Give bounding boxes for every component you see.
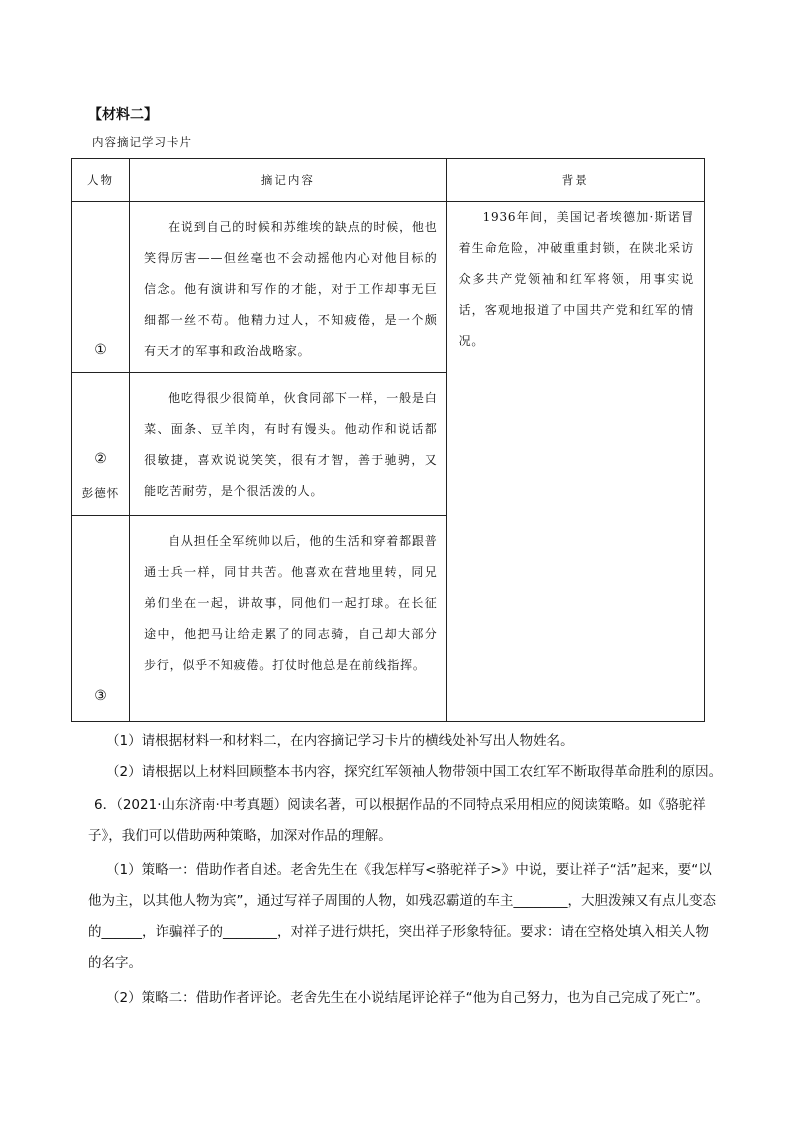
- study-card-table: [71, 158, 705, 722]
- content-cell-1: [130, 202, 447, 373]
- person-mark-3: ③: [94, 688, 107, 704]
- content-cell-2: [130, 373, 447, 516]
- material-heading: 【材料二】: [88, 107, 158, 123]
- content-cell-3: [130, 516, 447, 722]
- question-2: （2）请根据以上材料回顾整本书内容，探究红军领袖人物带领中国工农红军不断取得革命胜利的原因。: [106, 764, 723, 780]
- background-cell: [446, 202, 704, 722]
- question-6-intro: 6．（2021·山东济南·中考真题）阅读名著，可以根据作品的不同特点采用相应的阅读策略。如《骆驼祥子》，我们可以借助两种策略，加深对作品的理解。: [88, 797, 706, 844]
- person-name-2: 彭德怀: [81, 486, 120, 500]
- card-title: 内容摘记学习卡片: [92, 135, 192, 149]
- table-header-row: [72, 159, 705, 202]
- person-mark-2: ②: [94, 451, 107, 467]
- person-cell-2: [72, 373, 130, 516]
- header-person: 人物: [72, 159, 130, 202]
- person-cell-1: [72, 202, 130, 373]
- person-cell-3: [72, 516, 130, 722]
- content-text-1: 在说到自己的时候和苏维埃的缺点的时候，他也笑得厉害——但丝毫也不会动摇他内心对他目标的信念。他有演讲和写作的才能，对于工作却事无巨细都一丝不苟。他精力过人，不知疲倦，是一个颇有天才的军事和政治战略家。: [144, 220, 438, 358]
- person-mark-1: ①: [94, 342, 107, 358]
- question-1: （1）请根据材料一和材料二，在内容摘记学习卡片的横线处补写出人物姓名。: [106, 733, 574, 749]
- header-content: 摘记内容: [130, 159, 447, 202]
- question-6-part-1: （1）策略一：借助作者自述。老舍先生在《我怎样写<骆驼祥子>》中说，要让祥子“活”起来，要“以他为主，以其他人物为宾”，通过写祥子周围的人物，如残忍霸道的车主________，大胆泼辣又有点儿变态的______，诈骗祥子的________，对祥子进行烘托，突出祥子形象特征。要求：请在空格处填入相关人物的名字。: [88, 862, 716, 971]
- content-text-2: 他吃得很少很简单，伙食同部下一样，一般是白菜、面条、豆羊肉，有时有馒头。他动作和说话都很敏捷，喜欢说说笑笑，很有才智，善于驰骋，又能吃苦耐劳，是个很活泼的人。: [144, 391, 438, 498]
- question-6-part-2: （2）策略二：借助作者评论。老舍先生在小说结尾评论祥子“他为自己努力，也为自己完成了死亡”。: [106, 990, 710, 1006]
- content-text-3: 自从担任全军统帅以后，他的生活和穿着都跟普通士兵一样，同甘共苦。他喜欢在营地里转，同兄弟们坐在一起，讲故事，同他们一起打球。在长征途中，他把马让给走累了的同志骑，自己却大部分步行，似乎不知疲倦。打仗时他总是在前线指挥。: [144, 534, 438, 672]
- background-text: 1936年间，美国记者埃德加·斯诺冒着生命危险，冲破重重封锁，在陕北采访众多共产党领袖和红军将领，用事实说话，客观地报道了中国共产党和红军的情况。: [458, 210, 694, 348]
- header-background: 背景: [446, 159, 704, 202]
- table-row: [72, 202, 705, 373]
